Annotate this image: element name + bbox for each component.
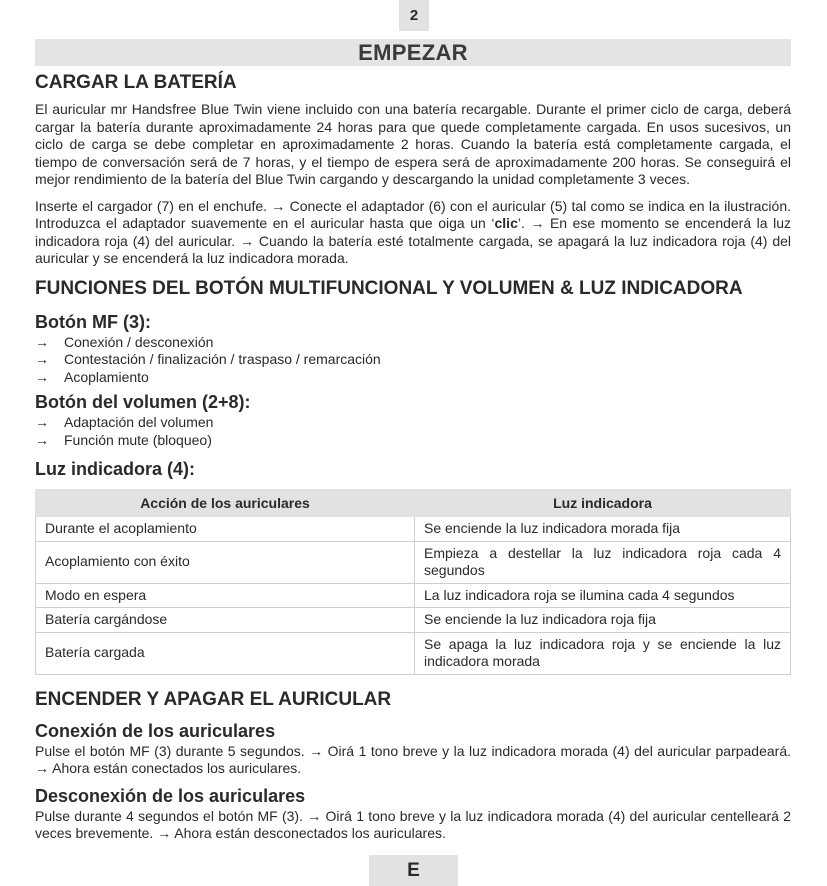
list-item [35, 369, 791, 387]
disconnect-paragraph: Pulse durante 4 segundos el botón MF (3). → Oirá 1 tono breve y la luz indicadora morada (4) del auricular centelleará 2 veces brevemente. → Ahora están desconectados los auriculares. [35, 807, 791, 841]
table-cell-led: Se apaga la luz indicadora roja y se enciende la luz indicadora morada [415, 632, 791, 674]
charge-heading: CARGAR LA BATERÍA [35, 72, 237, 93]
charge-paragraph-2-part-a: Inserte el cargador (7) en el enchufe. → Conecte el adaptador (6) con el auricular (5) tal como se indica en la ilustración. Introduzca el adaptador suavemente en el auricular hasta que oiga un ‘ [35, 197, 791, 231]
table-row [36, 608, 791, 633]
table-cell-action: Batería cargada [36, 632, 415, 674]
charge-paragraph-2-part-b: ’. → En ese momento se encenderá la luz indicadora roja (4) del auricular. → Cuando la batería esté totalmente cargada, se apagará la luz indicadora roja (4) del auricular y se encenderá la luz indicadora morada. [35, 215, 792, 266]
list-item-text: Adaptación del volumen [64, 414, 214, 430]
list-item [35, 414, 791, 432]
mf-button-list [35, 334, 791, 387]
table-header-row [36, 490, 791, 517]
led-heading: Luz indicadora (4): [35, 459, 196, 479]
list-item-text: Función mute (bloqueo) [64, 431, 212, 448]
list-item [35, 334, 791, 352]
list-item [35, 432, 791, 450]
table-cell-led: Se enciende la luz indicadora morada fija [415, 517, 791, 542]
volume-button-list [35, 414, 791, 449]
page-content [35, 68, 791, 843]
led-table [35, 489, 791, 675]
arrow-right-icon: → [35, 333, 49, 350]
arrow-right-icon: → [35, 351, 49, 367]
disconnect-heading: Desconexión de los auriculares [35, 785, 306, 806]
table-cell-action: Modo en espera [36, 583, 415, 608]
clic-word: clic [494, 215, 518, 231]
table-row [36, 632, 791, 674]
page-number: 2 [399, 0, 429, 31]
charge-paragraph-2 [35, 198, 791, 268]
arrow-right-icon: → [35, 368, 49, 385]
table-cell-action: Batería cargándose [36, 608, 415, 633]
table-cell-action: Acoplamiento con éxito [36, 541, 415, 583]
language-tab: E [369, 855, 458, 886]
charge-paragraph-1: El auricular mr Handsfree Blue Twin viene incluido con una batería recargable. Durante el primer ciclo de carga, deberá cargar la batería durante aproximadamente 24 horas para que quede completamente cargada. En usos sucesivos, un ciclo de carga se debe completar en aproximadamente 2 horas. Cuando la batería está completamente cargada, el tiempo de conversación será de 7 horas, y el tiempo de espera será de aproximadamente 200 horas. Se conseguirá el mejor rendimiento de la batería del Blue Twin cargando y descargando la unidad completamente 3 veces. [35, 101, 791, 187]
table-cell-action: Durante el acoplamiento [36, 517, 415, 542]
functions-heading: FUNCIONES DEL BOTÓN MULTIFUNCIONAL Y VOLUMEN & LUZ INDICADORA [35, 277, 743, 299]
list-item [35, 351, 791, 369]
table-header-action: Acción de los auriculares [36, 490, 415, 517]
volume-button-heading: Botón del volumen (2+8): [35, 392, 251, 412]
list-item-text: Conexión / desconexión [64, 333, 214, 350]
connect-paragraph: Pulse el botón MF (3) durante 5 segundos. → Oirá 1 tono breve y la luz indicadora morada (4) del auricular parpadeará. → Ahora están conectados los auriculares. [35, 742, 791, 776]
connect-heading: Conexión de los auriculares [35, 720, 276, 741]
power-heading: ENCENDER Y APAGAR EL AURICULAR [35, 688, 392, 710]
table-row [36, 583, 791, 608]
list-item-text: Contestación / finalización / traspaso / remarcación [64, 351, 381, 367]
table-row [36, 541, 791, 583]
table-cell-led: Empieza a destellar la luz indicadora roja cada 4 segundos [415, 541, 791, 583]
mf-button-heading: Botón MF (3): [35, 311, 151, 332]
list-item-text: Acoplamiento [64, 368, 149, 385]
arrow-right-icon: → [35, 414, 49, 430]
arrow-right-icon: → [35, 431, 49, 448]
section-banner: EMPEZAR [35, 39, 791, 66]
table-cell-led: Se enciende la luz indicadora roja fija [415, 608, 791, 633]
table-row [36, 517, 791, 542]
table-header-led: Luz indicadora [415, 490, 791, 517]
table-cell-led: La luz indicadora roja se ilumina cada 4 segundos [415, 583, 791, 608]
